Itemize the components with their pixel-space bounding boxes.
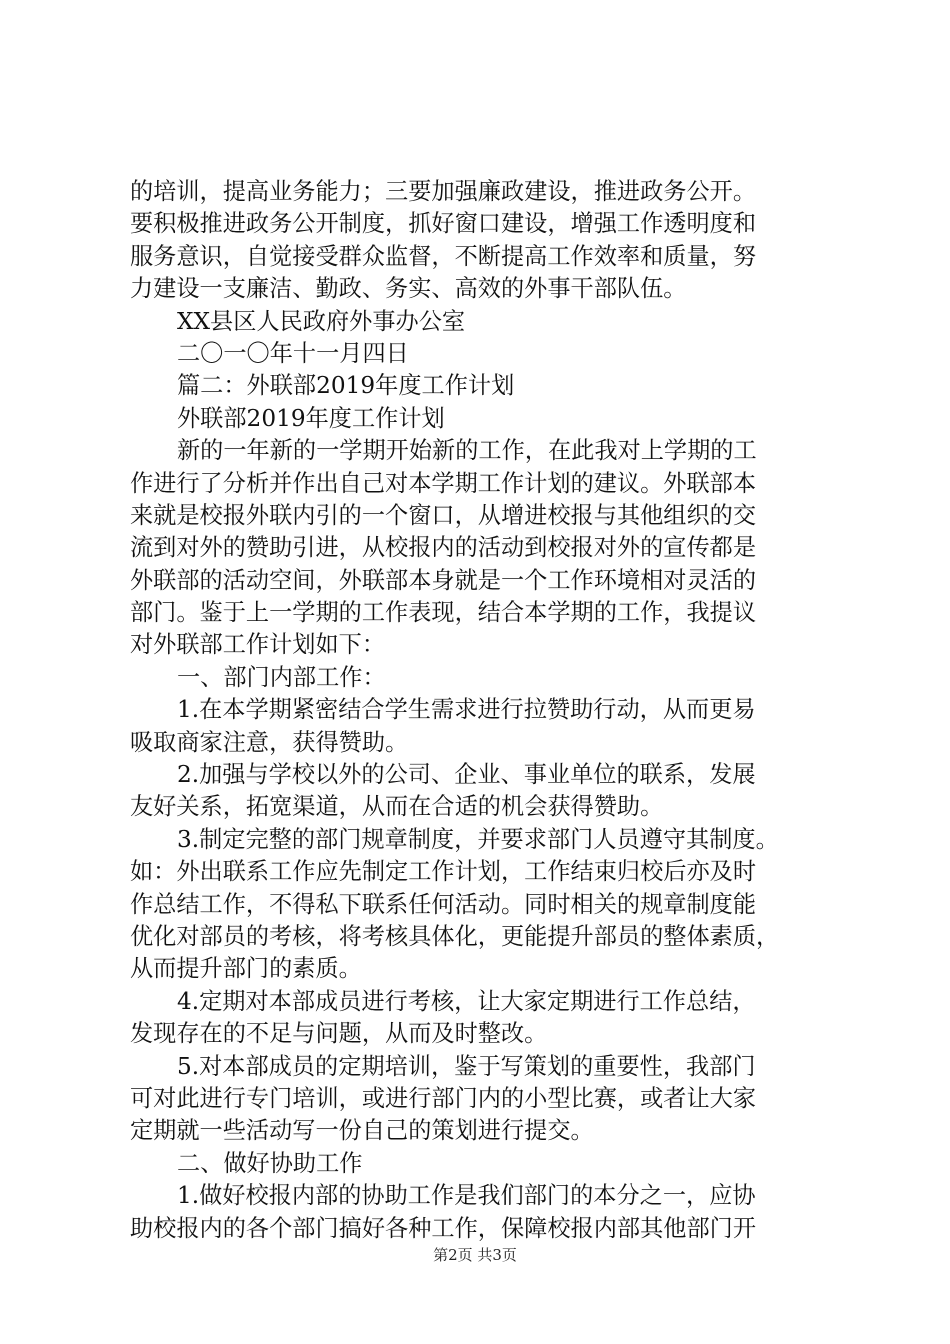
text-line: 可对此进行专门培训，或进行部门内的小型比赛，或者让大家 [130, 1084, 757, 1112]
text-line: 二〇一〇年十一月四日 [177, 339, 409, 367]
text-line: 作总结工作，不得私下联系任何活动。同时相关的规章制度能 [130, 890, 757, 918]
text-line: 如：外出联系工作应先制定工作计划，工作结束归校后亦及时 [130, 858, 757, 886]
text-line: 外联部的活动空间，外联部本身就是一个工作环境相对灵活的 [130, 566, 757, 594]
text-line: 部门。鉴于上一学期的工作表现，结合本学期的工作，我提议 [130, 599, 757, 627]
page-footer: 第2页 共3页 [433, 1246, 517, 1264]
text-line: 5.对本部成员的定期培训，鉴于写策划的重要性，我部门 [177, 1052, 756, 1080]
text-line: 新的一年新的一学期开始新的工作，在此我对上学期的工 [177, 437, 757, 465]
text-line: 吸取商家注意，获得赞助。 [130, 728, 409, 756]
text-line: 助校报内的各个部门搞好各种工作，保障校报内部其他部门开 [130, 1214, 757, 1242]
text-line: 优化对部员的考核，将考核具体化，更能提升部员的整体素质， [130, 922, 780, 950]
text-line: 4.定期对本部成员进行考核，让大家定期进行工作总结， [177, 987, 756, 1015]
document-body [130, 176, 835, 1245]
text-line: XX县区人民政府外事办公室 [177, 307, 466, 335]
text-line: 力建设一支廉洁、勤政、务实、高效的外事干部队伍。 [130, 275, 687, 303]
text-line: 服务意识，自觉接受群众监督，不断提高工作效率和质量，努 [130, 242, 757, 270]
text-line: 作进行了分析并作出自己对本学期工作计划的建议。外联部本 [130, 469, 757, 497]
text-line: 1.做好校报内部的协助工作是我们部门的本分之一，应协 [177, 1182, 756, 1210]
text-line: 定期就一些活动写一份自己的策划进行提交。 [130, 1117, 594, 1145]
text-line: 篇二：外联部2019年度工作计划 [177, 372, 515, 400]
text-line: 友好关系，拓宽渠道，从而在合适的机会获得赞助。 [130, 793, 664, 821]
text-line: 1.在本学期紧密结合学生需求进行拉赞助行动，从而更易 [177, 696, 756, 724]
text-line: 要积极推进政务公开制度，抓好窗口建设，增强工作透明度和 [130, 210, 757, 238]
text-line: 流到对外的赞助引进，从校报内的活动到校报对外的宣传都是 [130, 534, 757, 562]
text-line: 来就是校报外联内引的一个窗口，从增进校报与其他组织的交 [130, 501, 757, 529]
text-line: 一、部门内部工作： [177, 663, 386, 691]
text-line: 对外联部工作计划如下： [130, 631, 386, 659]
text-line: 发现存在的不足与问题，从而及时整改。 [130, 1020, 548, 1048]
text-line: 二、做好协助工作 [177, 1149, 363, 1177]
text-line: 从而提升部门的素质。 [130, 955, 362, 983]
text-line: 3.制定完整的部门规章制度，并要求部门人员遵守其制度。 [177, 825, 779, 853]
text-line: 2.加强与学校以外的公司、企业、事业单位的联系，发展 [177, 761, 756, 789]
text-line: 外联部2019年度工作计划 [177, 404, 445, 432]
text-line: 的培训，提高业务能力；三要加强廉政建设，推进政务公开。 [130, 178, 757, 205]
